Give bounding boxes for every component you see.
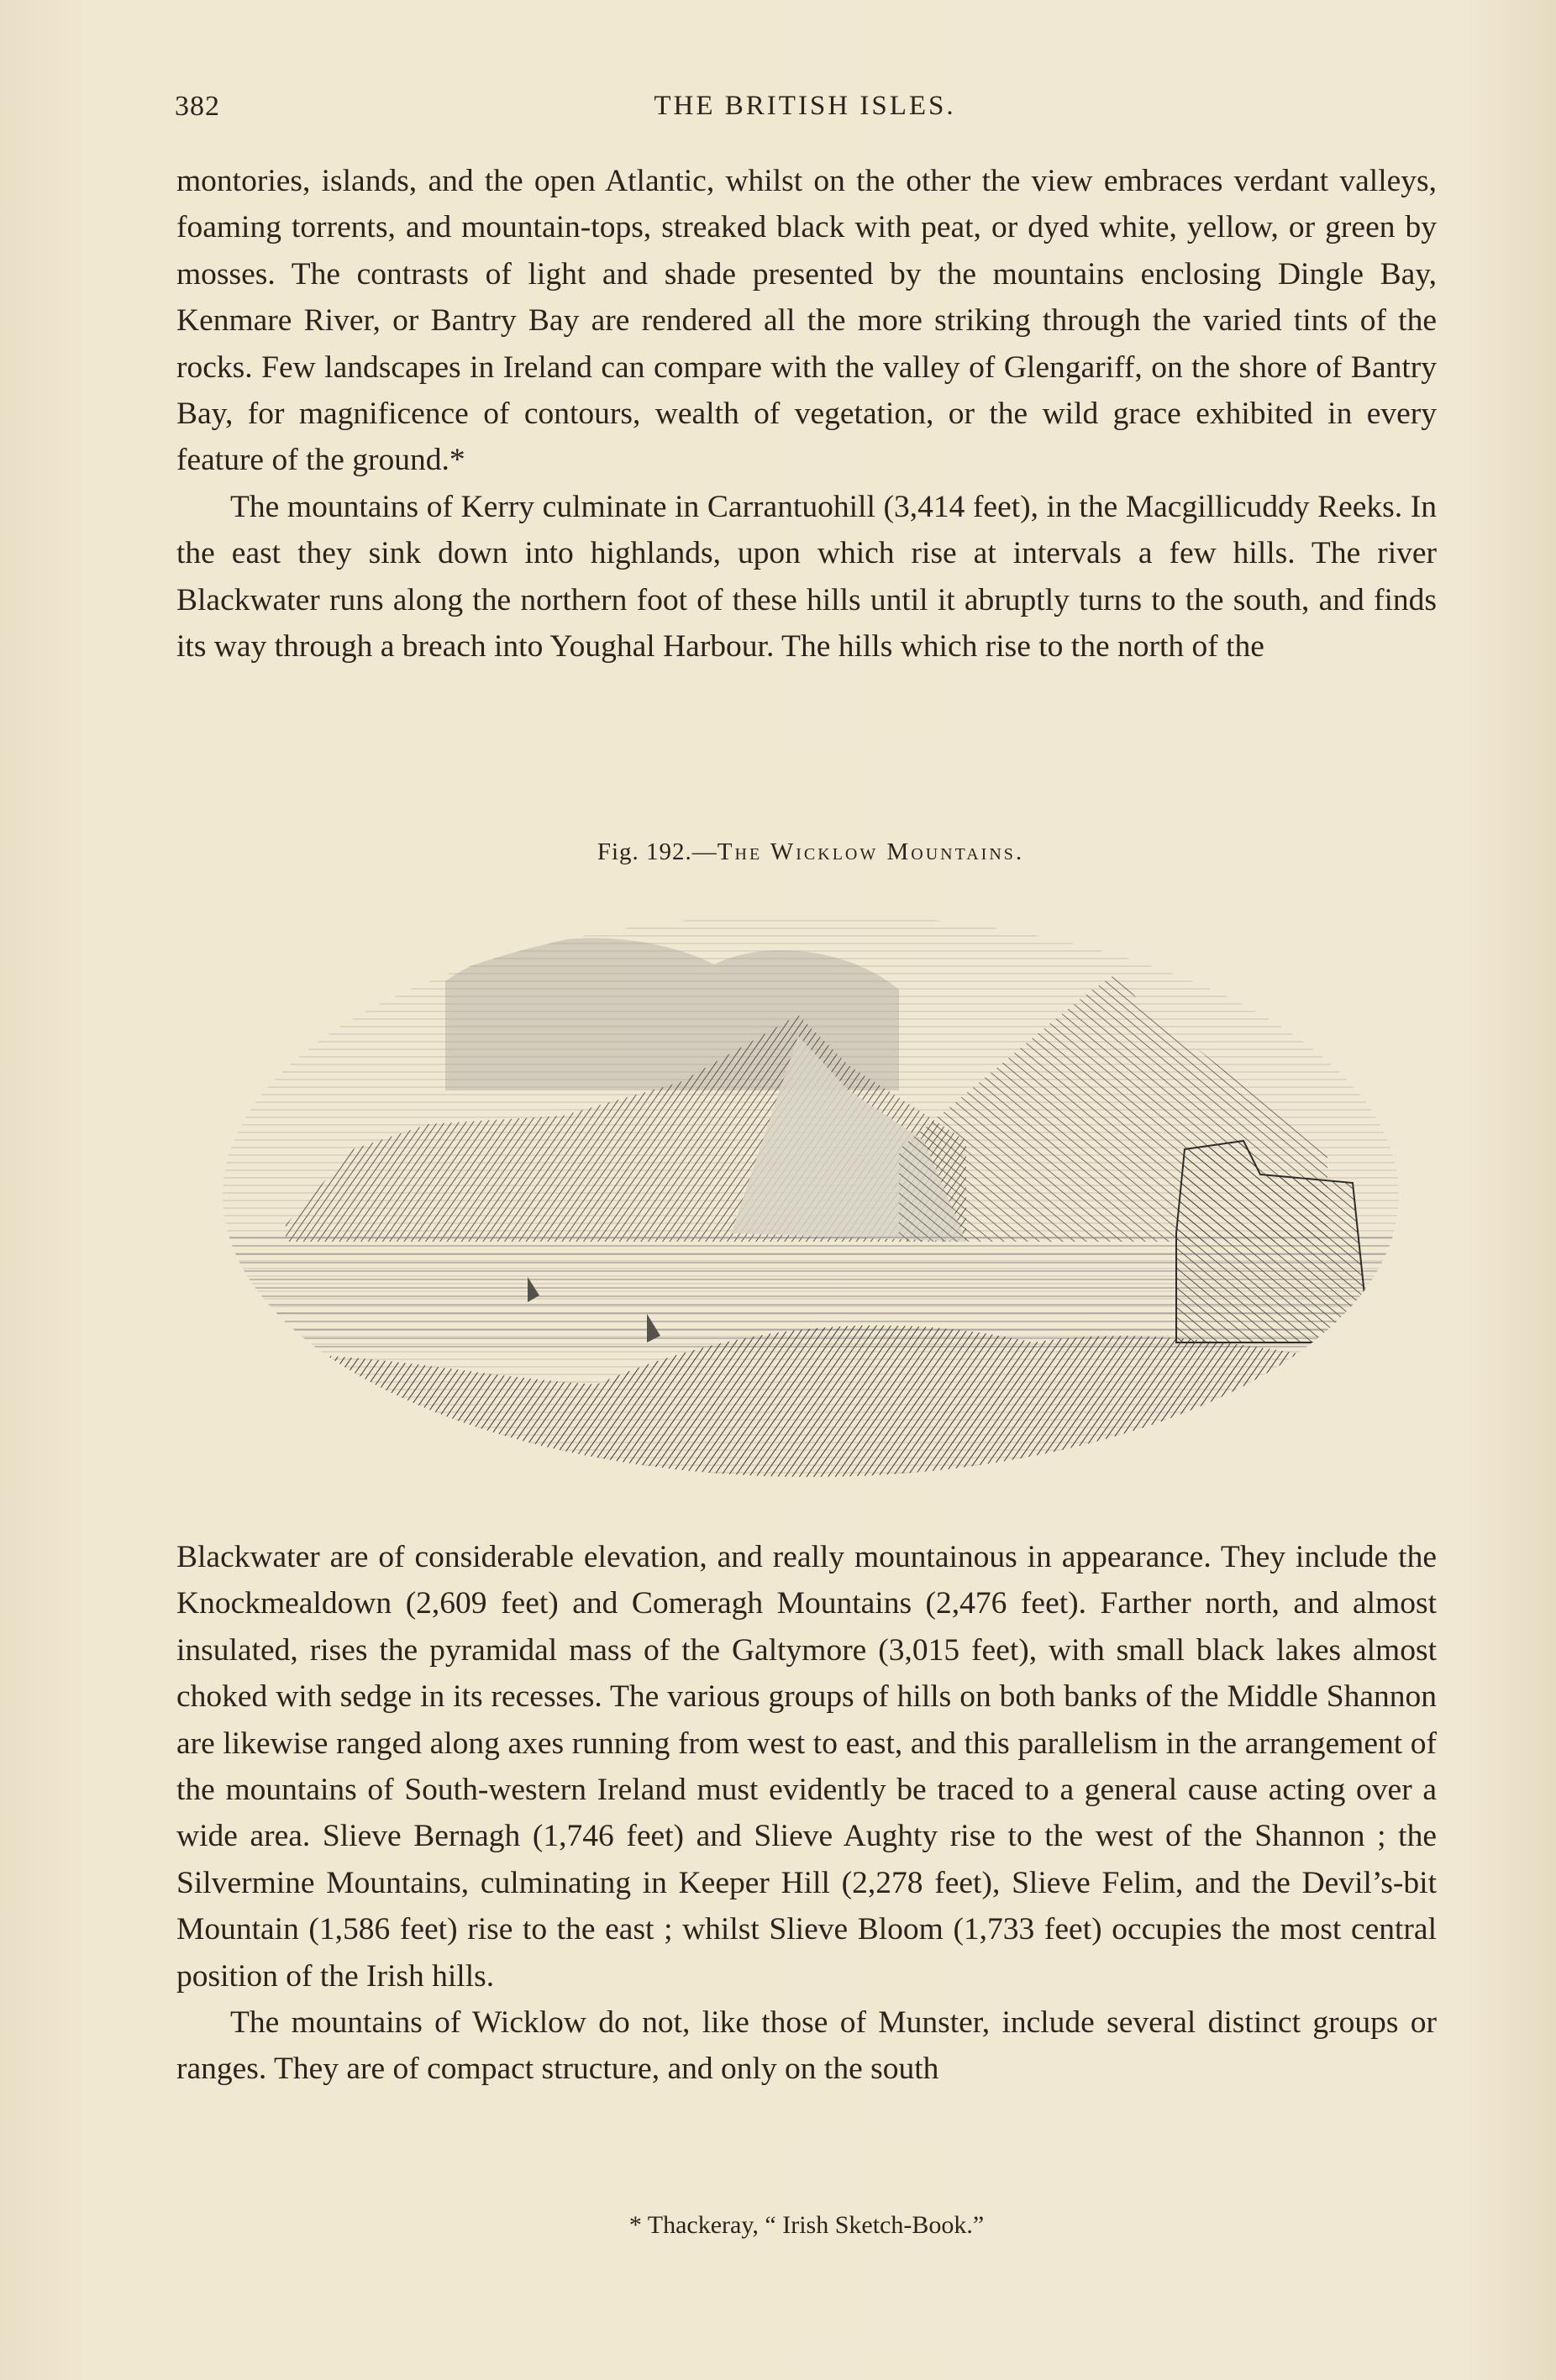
figure bbox=[210, 838, 1411, 1485]
paragraph: Blackwater are of considerable elevation, and really mountainous in appearance. They include the Knockmealdown (2,609 feet) and Comeragh Mountains (2,476 feet). Farther north, and almost insulated, rises the pyramidal mass of the Galtymore (3,015 feet), with small black lakes almost choked with sedge in its recesses. The various groups of hills on both banks of the Middle Shannon are likewise ranged along axes running from west to east, and this parallelism in the arrangement of the mountains of South-western Ireland must evidently be traced to a general cause acting over a wide area. Slieve Bernagh (1,746 feet) and Slieve Aughty rise to the west of the Shannon ; the Silvermine Mountains, culminating in Keeper Hill (2,278 feet), Slieve Felim, and the Devil’s-bit Mountain (1,586 feet) rise to the east ; whilst Slieve Bloom (1,733 feet) occupies the most central position of the Irish hills. bbox=[176, 1540, 1437, 1994]
paragraph: The mountains of Wicklow do not, like those of Munster, include several distinct groups or ranges. They are of compact structure, and only on the south bbox=[176, 2005, 1437, 2087]
body-text-top bbox=[176, 158, 1437, 670]
running-title: THE BRITISH ISLES. bbox=[654, 91, 956, 121]
footnote: * Thackeray, “ Irish Sketch-Book.” bbox=[628, 2211, 985, 2239]
page-number: 382 bbox=[175, 91, 220, 122]
figure-number: Fig. 192.— bbox=[597, 838, 718, 865]
wicklow-mountains-engraving bbox=[210, 872, 1411, 1485]
figure-title: The Wicklow Mountains. bbox=[717, 838, 1025, 865]
figure-caption bbox=[210, 838, 1411, 866]
page-header bbox=[175, 91, 1435, 133]
paragraph: The mountains of Kerry culminate in Carrantuohill (3,414 feet), in the Macgillicuddy Reeks. In the east they sink down into highlands, upon which rise at intervals a few hills. The river Blackwater runs along the northern foot of these hills until it abruptly turns to the south, and finds its way through a breach into Youghal Harbour. The hills which rise to the north of the bbox=[176, 489, 1437, 665]
paragraph: montories, islands, and the open Atlantic, whilst on the other the view embraces verdant valleys, foaming torrents, and mountain-tops, streaked black with peat, or dyed white, yellow, or green by mosses. The contrasts of light and shade presented by the mountains enclosing Dingle Bay, Kenmare River, or Bantry Bay are rendered all the more striking through the varied tints of the rocks. Few landscapes in Ireland can compare with the valley of Glengariff, on the shore of Bantry Bay, for magnificence of contours, wealth of vegetation, or the wild grace exhibited in every feature of the ground.* bbox=[176, 164, 1437, 478]
body-text-bottom bbox=[176, 1534, 1437, 2093]
